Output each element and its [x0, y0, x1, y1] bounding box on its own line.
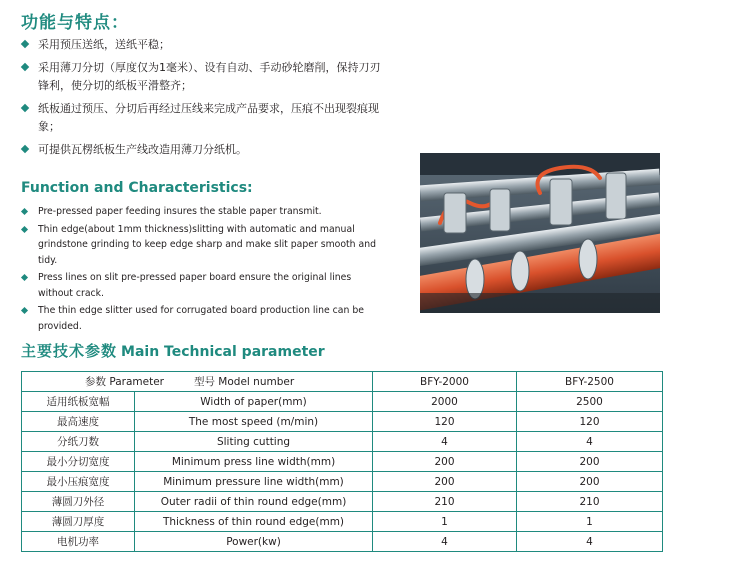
- feature-text: 纸板通过预压、分切后再经过压线来完成产品要求，压痕不出现裂痕现象；: [38, 101, 379, 133]
- table-row: [22, 452, 663, 472]
- header-col-b: BFY-2500: [517, 372, 663, 392]
- spec-title-en: Main Technical parameter: [121, 344, 325, 360]
- diamond-bullet-icon: [21, 225, 28, 232]
- list-item: [21, 36, 391, 55]
- cn-section-title: 功能与特点：: [21, 13, 129, 33]
- diamond-bullet-icon: [21, 208, 28, 215]
- list-item: [21, 100, 391, 137]
- cell-b: 1: [517, 512, 663, 532]
- header-col-a: BFY-2000: [373, 372, 517, 392]
- cell-a: 4: [373, 532, 517, 552]
- spec-table: [21, 371, 663, 552]
- cell-b: 200: [517, 472, 663, 492]
- header-param: 参数 Parameter: [85, 376, 164, 388]
- cell-cn: 分纸刀数: [22, 432, 135, 452]
- cell-b: 120: [517, 412, 663, 432]
- list-item: [21, 222, 386, 269]
- cell-en: The most speed (m/min): [135, 412, 373, 432]
- table-row: [22, 472, 663, 492]
- table-header-row: [22, 372, 663, 392]
- feature-text: 采用薄刀分切（厚度仅为1毫米）、设有自动、手动砂轮磨削，保持刀刃锋利，使分切的纸板平滑整齐；: [38, 60, 381, 92]
- cell-en: Minimum press line width(mm): [135, 452, 373, 472]
- list-item: [21, 270, 386, 301]
- table-row: [22, 432, 663, 452]
- cell-en: Minimum pressure line width(mm): [135, 472, 373, 492]
- cell-a: 200: [373, 472, 517, 492]
- cell-b: 2500: [517, 392, 663, 412]
- cell-cn: 薄圆刀厚度: [22, 512, 135, 532]
- cell-b: 4: [517, 532, 663, 552]
- list-item: [21, 141, 391, 160]
- table-row: [22, 512, 663, 532]
- cell-en: Thickness of thin round edge(mm): [135, 512, 373, 532]
- cell-en: Power(kw): [135, 532, 373, 552]
- header-param-model: [22, 372, 373, 392]
- feature-text: Press lines on slit pre-pressed paper board ensure the original lines without crack.: [38, 272, 352, 299]
- en-section-title: Function and Characteristics:: [21, 180, 253, 196]
- list-item: [21, 204, 386, 220]
- cell-a: 200: [373, 452, 517, 472]
- list-item: [21, 59, 391, 96]
- diamond-bullet-icon: [21, 40, 29, 48]
- table-row: [22, 412, 663, 432]
- cell-a: 120: [373, 412, 517, 432]
- spec-section-title: [21, 340, 325, 361]
- cell-cn: 最高速度: [22, 412, 135, 432]
- table-row: [22, 532, 663, 552]
- feature-text: Pre-pressed paper feeding insures the stable paper transmit.: [38, 206, 322, 217]
- cell-cn: 电机功率: [22, 532, 135, 552]
- list-item: [21, 303, 386, 334]
- diamond-bullet-icon: [21, 307, 28, 314]
- cell-a: 2000: [373, 392, 517, 412]
- cell-cn: 最小压痕宽度: [22, 472, 135, 492]
- cell-b: 4: [517, 432, 663, 452]
- cell-en: Outer radii of thin round edge(mm): [135, 492, 373, 512]
- feature-text: 采用预压送纸，送纸平稳；: [38, 38, 170, 51]
- machine-photo: [420, 153, 660, 313]
- diamond-bullet-icon: [21, 144, 29, 152]
- feature-text: 可提供瓦楞纸板生产线改造用薄刀分纸机。: [38, 142, 247, 156]
- cell-a: 210: [373, 492, 517, 512]
- table-row: [22, 392, 663, 412]
- header-model: 型号 Model number: [193, 376, 295, 388]
- cell-b: 210: [517, 492, 663, 512]
- feature-text: The thin edge slitter used for corrugated board production line can be provided.: [38, 305, 364, 332]
- cell-b: 200: [517, 452, 663, 472]
- cell-cn: 适用纸板宽幅: [22, 392, 135, 412]
- cn-feature-list: [21, 36, 391, 163]
- cell-a: 4: [373, 432, 517, 452]
- cell-cn: 最小分切宽度: [22, 452, 135, 472]
- feature-text: Thin edge(about 1mm thickness)slitting with automatic and manual grindstone grinding to keep edge sharp and make slit paper smooth and tidy.: [38, 223, 377, 266]
- spec-title-cn: 主要技术参数: [21, 342, 118, 360]
- diamond-bullet-icon: [21, 103, 29, 111]
- cell-a: 1: [373, 512, 517, 532]
- diamond-bullet-icon: [21, 274, 28, 281]
- cell-en: Width of paper(mm): [135, 392, 373, 412]
- diamond-bullet-icon: [21, 62, 29, 70]
- cell-cn: 薄圆刀外径: [22, 492, 135, 512]
- en-feature-list: [21, 204, 386, 336]
- cell-en: Sliting cutting: [135, 432, 373, 452]
- table-row: [22, 492, 663, 512]
